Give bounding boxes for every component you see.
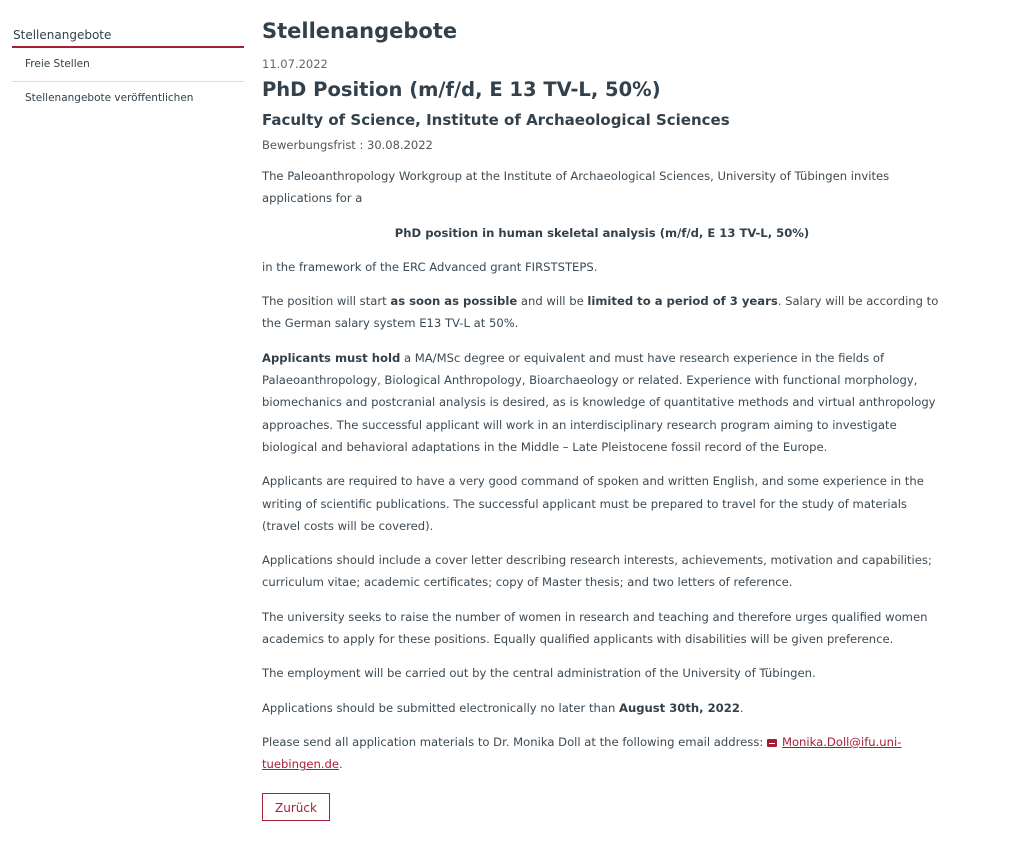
start-bold-2: limited to a period of 3 years	[587, 294, 778, 309]
faculty-heading: Faculty of Science, Institute of Archaeological Sciences	[262, 111, 730, 129]
submission-bold: August 30th, 2022	[618, 700, 740, 715]
equality-paragraph: The university seeks to raise the number of women in research and teaching and therefore urges qualified women academics to apply for these positions. Equally qualified applicants with disabilities will be given preference.	[262, 609, 928, 647]
start-paragraph	[262, 290, 942, 335]
start-text-3: . Salary will be according to the German salary system E13 TV-L at 50%.	[262, 294, 939, 331]
materials-paragraph: Applications should include a cover letter describing research interests, achievements, motivation and capabilities; curriculum vitae; academic certificates; copy of Master thesis; and two letters of reference.	[262, 553, 932, 590]
language-paragraph: Applicants are required to have a very good command of spoken and written English, and some experience in the writing of scientific publications. The successful applicant must be prepared to travel for the study of materials (travel costs will be covered).	[262, 474, 924, 533]
employment-paragraph: The employment will be carried out by the central administration of the University of Tübingen.	[262, 666, 816, 681]
sidebar-nav	[12, 27, 244, 115]
publish-date: 11.07.2022	[262, 57, 328, 71]
application-deadline: Bewerbungsfrist : 30.08.2022	[262, 138, 433, 152]
intro-paragraph: The Paleoanthropology Workgroup at the Institute of Archaeological Sciences, University of Tübingen invites applications for a	[262, 169, 890, 206]
sidebar-heading[interactable]: Stellenangebote	[12, 27, 244, 48]
job-title: PhD Position (m/f/d, E 13 TV-L, 50%)	[262, 78, 661, 101]
start-bold-1: as soon as possible	[390, 294, 518, 309]
start-text-2: and will be	[517, 294, 588, 309]
requirements-bold: Applicants must hold	[262, 350, 401, 365]
sidebar-item-stellenangebote-veroeffentlichen[interactable]: Stellenangebote veröffentlichen	[25, 92, 194, 104]
back-button[interactable]: Zurück	[262, 793, 330, 821]
requirements-text: a MA/MSc degree or equivalent and must have research experience in the fields of Palaeoanthropology, Biological Anthropology, Bioarchaeology or related. Experience with functional morphology, biomechanics and postcranial analysis is desired, as is knowledge of quantitative methods and virtual anthropology approaches. The successful applicant will work in an interdisciplinary research program aiming to investigate biological and behavioral adaptations in the Middle – Late Pleistocene fossil record of the Europe.	[262, 350, 936, 454]
sidebar-item-freie-stellen[interactable]: Freie Stellen	[12, 48, 244, 82]
main-content	[262, 16, 942, 821]
submission-text-1: Applications should be submitted electronically no later than	[262, 700, 619, 715]
requirements-paragraph	[262, 347, 942, 458]
framework-paragraph: in the framework of the ERC Advanced grant FIRSTSTEPS.	[262, 259, 598, 274]
start-text-1: The position will start	[262, 294, 391, 309]
page-title: Stellenangebote	[262, 19, 458, 43]
position-heading: PhD position in human skeletal analysis (m/f/d, E 13 TV-L, 50%)	[394, 225, 810, 240]
contact-email-link[interactable]: Monika.Doll@ifu.uni-tuebingen.de	[262, 734, 902, 772]
contact-text-2: .	[338, 757, 343, 772]
submission-text-2: .	[739, 700, 744, 715]
contact-paragraph	[262, 731, 942, 776]
submission-paragraph	[262, 697, 942, 719]
contact-text-1: Please send all application materials to Dr. Monika Doll at the following email address:	[262, 734, 767, 749]
mail-icon	[767, 739, 777, 747]
